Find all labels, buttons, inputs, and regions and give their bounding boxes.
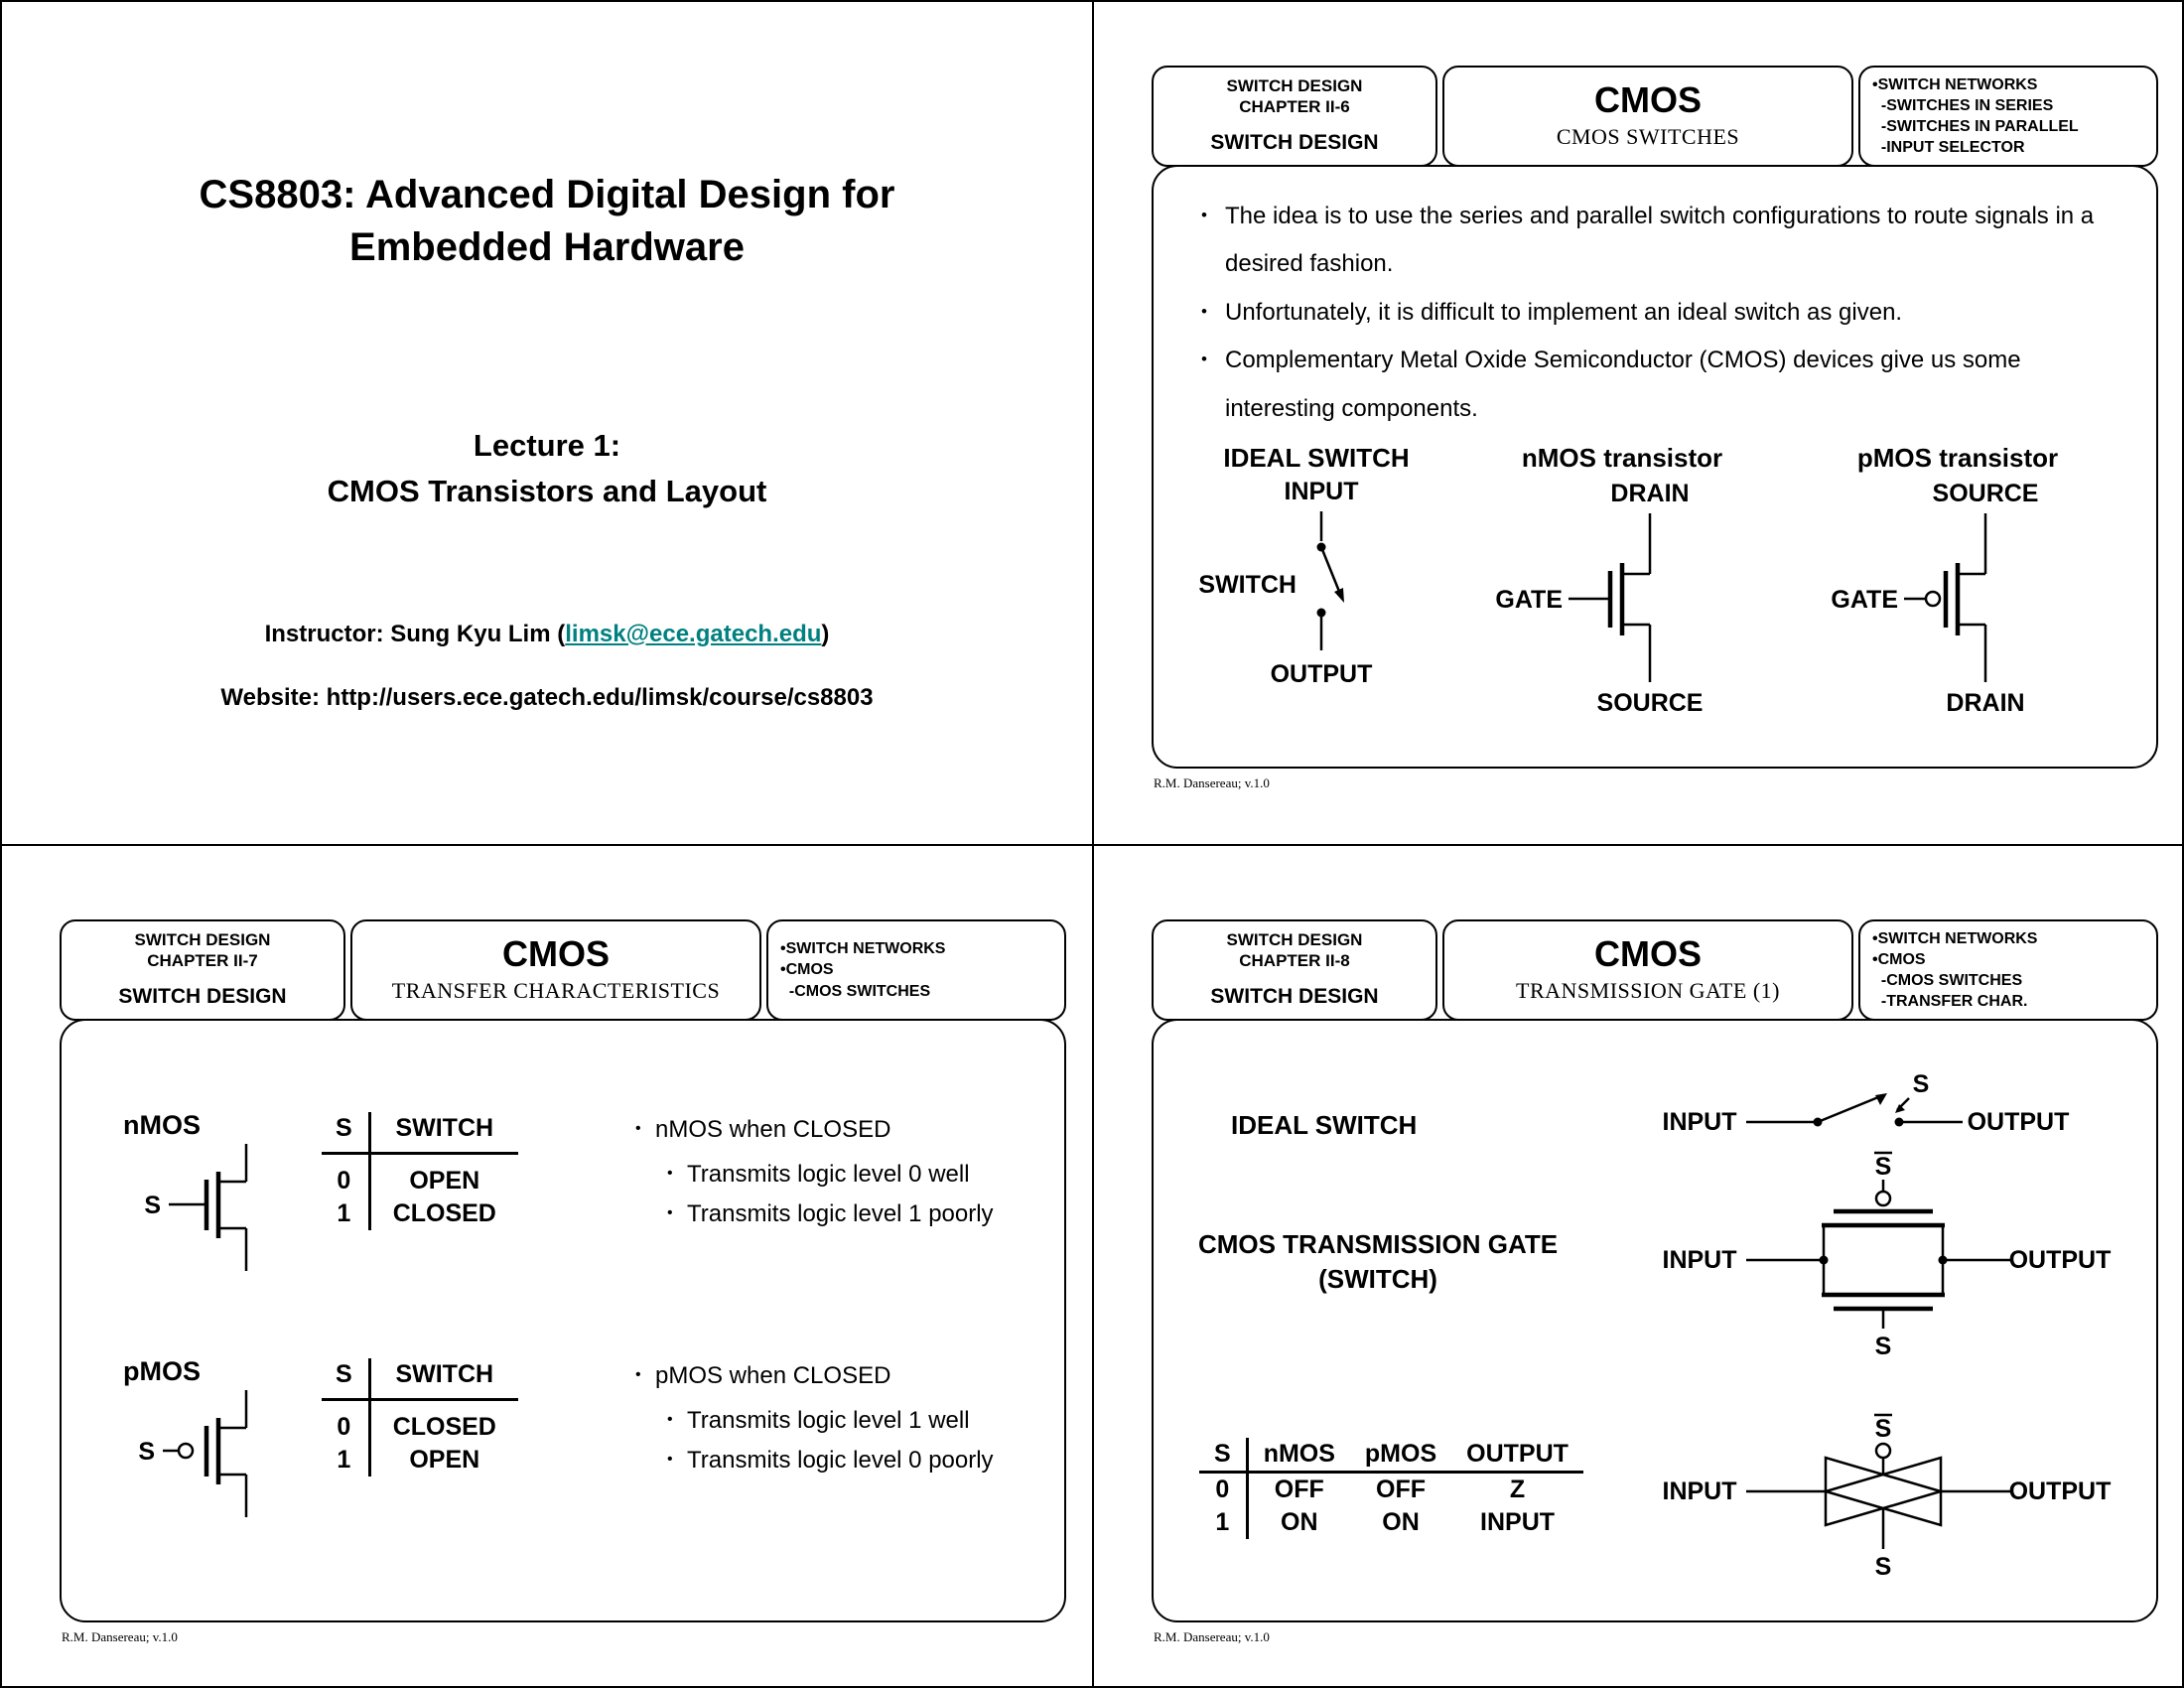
switch-control-label: S (1912, 1074, 1930, 1098)
course-title (2, 169, 1092, 274)
column-title: nMOS transistor (1521, 443, 1723, 474)
ideal-switch-symbol (1187, 476, 1445, 709)
source-label: SOURCE (1596, 689, 1704, 718)
slide-title: CMOS (1594, 933, 1702, 974)
table-cell: CLOSED (392, 1199, 496, 1227)
credit-footer: R.M. Dansereau; v.1.0 (62, 1629, 178, 1644)
bullet-item: • The idea is to use the series and parallel switch configurations to route signals in a desired fashion. (1193, 193, 2116, 289)
note-sub-bullet: • Transmits logic level 0 poorly (661, 1447, 1026, 1475)
nmos-symbol (109, 1104, 318, 1288)
instructor-prefix: Instructor: Sung Kyu Lim ( (264, 620, 566, 647)
toc-line: -SWITCHES IN PARALLEL (1872, 118, 2079, 135)
note-bullet: • pMOS when CLOSED (629, 1362, 1026, 1390)
table-cell: 0 (322, 1154, 369, 1198)
bullet-item: • Unfortunately, it is difficult to implement an ideal switch as given. (1193, 289, 2116, 337)
chapter-box (60, 919, 345, 1021)
switch-label: SWITCH (1198, 571, 1297, 600)
instructor-line (2, 621, 1092, 648)
transmission-gate-label (1179, 1227, 1576, 1297)
instructor-email-link[interactable]: limsk@ece.gatech.edu (565, 620, 822, 647)
note-sub-bullet: • Transmits logic level 1 well (661, 1407, 1026, 1435)
inverted-control-label: S (1874, 1153, 1892, 1181)
table-header-cell: SWITCH (369, 1358, 518, 1400)
slide-body (1152, 165, 2158, 769)
table-cell: 0 (322, 1400, 369, 1445)
gate-signal-label: S (138, 1438, 155, 1466)
table-cell: 1 (322, 1197, 369, 1230)
table-cell: OPEN (409, 1446, 480, 1474)
slide-header (60, 919, 1066, 1021)
switch-comparison (1154, 433, 2156, 719)
source-label: SOURCE (1932, 480, 2039, 508)
slide-frame (60, 919, 1066, 1645)
column-title: pMOS transistor (1856, 443, 2059, 474)
slide-transfer-characteristics (2, 846, 1092, 1688)
slide-transmission-gate (1094, 846, 2184, 1688)
slide-subtitle: TRANSMISSION GATE (1) (1516, 978, 1780, 1003)
table-cell: Z (1509, 1476, 1526, 1503)
table-header-cell: OUTPUT (1451, 1438, 1583, 1473)
slide-title: CMOS (1594, 79, 1702, 120)
note-sub-bullet: • Transmits logic level 0 well (661, 1161, 1026, 1189)
chapter-line: CHAPTER II-7 (147, 950, 258, 970)
toc-line: •SWITCH NETWORKS (1872, 75, 2038, 93)
toc-line: •CMOS (1872, 950, 1926, 968)
title-box (1442, 66, 1853, 167)
title-box (1442, 919, 1853, 1021)
nmos-transistor-symbol (1463, 476, 1781, 719)
table-header-cell: S (322, 1358, 369, 1400)
nmos-label: nMOS (123, 1110, 201, 1140)
nmos-column (1463, 443, 1781, 719)
table-header-cell: S (322, 1112, 369, 1154)
slide-cmos-switches (1094, 2, 2184, 844)
output-label: OUTPUT (1270, 660, 1373, 689)
bullet-list (1154, 167, 2156, 433)
slide-subtitle: TRANSFER CHARACTERISTICS (391, 978, 721, 1003)
instructor-suffix: ) (821, 620, 830, 647)
slide-header (1152, 66, 2158, 167)
table-cell: 1 (1199, 1506, 1247, 1539)
output-label: OUTPUT (1967, 1108, 2070, 1136)
ideal-switch-label: IDEAL SWITCH (1231, 1110, 1418, 1140)
nmos-switch-table (322, 1112, 518, 1230)
table-row (1199, 1473, 1583, 1507)
input-label: INPUT (1662, 1477, 1737, 1505)
table-cell: INPUT (1480, 1508, 1556, 1536)
note-bullet: • nMOS when CLOSED (629, 1116, 1026, 1144)
toc-line: -TRANSFER CHAR. (1872, 993, 2028, 1011)
table-cell: 1 (322, 1444, 369, 1477)
section-name: SWITCH DESIGN (118, 985, 287, 1008)
toc-box (1858, 919, 2158, 1021)
table-row (322, 1197, 518, 1230)
toc-line: •SWITCH NETWORKS (780, 940, 946, 958)
gate-label: GATE (1831, 586, 1898, 615)
slide-subtitle: CMOS SWITCHES (1556, 124, 1740, 149)
transmission-gate-label-line1: CMOS TRANSMISSION GATE (1197, 1229, 1559, 1259)
course-title-line1: CS8803: Advanced Digital Design for (199, 173, 895, 216)
pmos-label: pMOS (123, 1356, 201, 1386)
pmos-notes (629, 1362, 1026, 1486)
toc-line: -CMOS SWITCHES (1872, 972, 2023, 989)
table-cell: 0 (1199, 1473, 1247, 1507)
pmos-transistor-symbol (1799, 476, 2116, 719)
bullet-item: • Complementary Metal Oxide Semiconductor (CMOS) devices give us some interesting components. (1193, 337, 2116, 433)
slide-body (1152, 1019, 2158, 1622)
input-label: INPUT (1284, 478, 1359, 506)
control-label: S (1874, 1333, 1892, 1360)
toc-line: -CMOS SWITCHES (780, 982, 931, 1000)
slide-frame (1152, 919, 2158, 1645)
table-header-cell: S (1199, 1438, 1247, 1473)
ideal-switch-column (1187, 443, 1445, 719)
title-box (350, 919, 761, 1021)
note-sub-bullet: • Transmits logic level 1 poorly (661, 1200, 1026, 1228)
table-row (322, 1154, 518, 1198)
table-header-cell: SWITCH (369, 1112, 518, 1154)
chapter-line: CHAPTER II-8 (1239, 950, 1350, 970)
eyebrow-line: SWITCH DESIGN (1226, 930, 1363, 949)
output-label: OUTPUT (2008, 1477, 2112, 1505)
table-cell: ON (1281, 1508, 1318, 1536)
input-label: INPUT (1662, 1108, 1737, 1136)
transmission-gate-label-line2: (SWITCH) (1318, 1264, 1437, 1295)
cmos-transmission-gate-schematic (1655, 1148, 2112, 1364)
eyebrow-line: SWITCH DESIGN (1226, 76, 1363, 95)
output-label: OUTPUT (2008, 1246, 2112, 1274)
table-row (322, 1444, 518, 1477)
table-cell: OFF (1274, 1476, 1324, 1503)
table-cell: CLOSED (392, 1413, 496, 1441)
table-cell: ON (1382, 1508, 1420, 1536)
section-name: SWITCH DESIGN (1210, 131, 1379, 154)
toc-line: -SWITCHES IN SERIES (1872, 96, 2054, 114)
gate-label: GATE (1495, 586, 1563, 615)
gate-signal-label: S (144, 1192, 161, 1219)
credit-footer: R.M. Dansereau; v.1.0 (1154, 775, 1270, 790)
pmos-symbol (109, 1350, 318, 1534)
website-line: Website: http://users.ece.gatech.edu/limsk/course/cs8803 (220, 683, 874, 711)
nmos-notes (629, 1116, 1026, 1240)
slide-title: CMOS (502, 933, 610, 974)
lecture-title (2, 423, 1092, 515)
input-label: INPUT (1662, 1246, 1737, 1274)
table-row (322, 1400, 518, 1445)
slide-header (1152, 919, 2158, 1021)
table-cell: OFF (1376, 1476, 1427, 1503)
eyebrow-line: SWITCH DESIGN (134, 930, 271, 949)
section-name: SWITCH DESIGN (1210, 985, 1379, 1008)
ideal-switch-horizontal-symbol (1655, 1074, 2112, 1158)
lecture-title-line2: CMOS Transistors and Layout (327, 474, 767, 509)
control-label: S (1874, 1553, 1892, 1581)
toc-box (766, 919, 1066, 1021)
course-title-line2: Embedded Hardware (349, 224, 745, 269)
lecture-title-line1: Lecture 1: (473, 427, 621, 463)
chapter-box (1152, 66, 1437, 167)
column-title: IDEAL SWITCH (1223, 443, 1410, 474)
drain-label: DRAIN (1610, 480, 1690, 508)
toc-line: •SWITCH NETWORKS (1872, 929, 2038, 947)
pmos-switch-table (322, 1358, 518, 1477)
slide-frame (1152, 66, 2158, 791)
slide-body (60, 1019, 1066, 1622)
truth-table (1199, 1438, 1583, 1539)
transmission-gate-symbol (1655, 1410, 2112, 1601)
table-header-cell: pMOS (1350, 1438, 1451, 1473)
toc-line: •CMOS (780, 961, 834, 979)
toc-line: -INPUT SELECTOR (1872, 139, 2025, 157)
toc-box (1858, 66, 2158, 167)
chapter-line: CHAPTER II-6 (1239, 96, 1350, 116)
pmos-column (1799, 443, 2116, 719)
drain-label: DRAIN (1946, 689, 2025, 718)
table-row (1199, 1506, 1583, 1539)
credit-footer: R.M. Dansereau; v.1.0 (1154, 1629, 1270, 1644)
chapter-box (1152, 919, 1437, 1021)
table-header-cell: nMOS (1247, 1438, 1350, 1473)
table-cell: OPEN (409, 1167, 480, 1195)
inverted-control-label: S (1874, 1415, 1892, 1443)
